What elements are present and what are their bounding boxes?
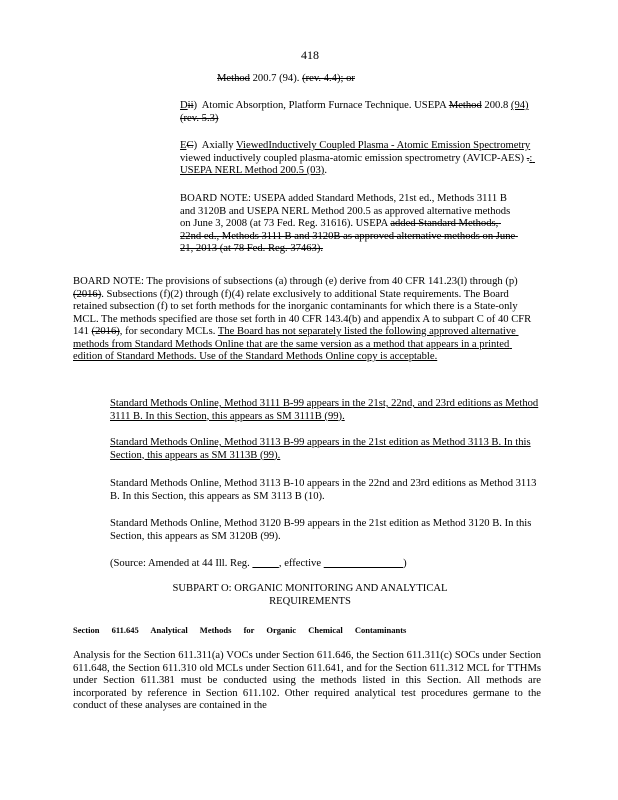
board-note-2-run: BOARD NOTE: The provisions of subsections (a) through (e) derive from 40 CFR 141.23(l) through (p)	[73, 276, 521, 287]
item-e-run: E	[180, 140, 187, 151]
subpart-heading-line2: REQUIREMENTS	[269, 596, 351, 607]
page-number: 418	[301, 48, 319, 62]
method-item-e	[180, 140, 540, 178]
item-e-run: ViewedInductively Coupled Plasma - Atomic Emission Spectrometry	[236, 140, 531, 151]
item-e-run: .	[324, 165, 327, 176]
source-run	[324, 558, 403, 569]
item-d-run: 200.8	[481, 100, 511, 111]
item-cont-run: Method	[217, 73, 250, 84]
board-note-2-run: (2016)	[91, 326, 120, 337]
item-cont-run: 200.7 (94).	[249, 73, 303, 84]
board-note-2-run: . Subsections (f)(2) through (f)(4) relate exclusively to additional State requirements. The Board retained subsection (f) to set forth methods for the inorganic contaminants for which there is a State-only MCL. The methods specified are those set forth in 40 CFR 143.4(b) and appendix A to subpart C of 40 CFR 141	[73, 288, 534, 337]
board-note-1-run: added Standard Methods, 22nd ed., Methods 3111 B and 3120B as approved alternative methods on June 21, 2013 (at 78 Fed. Reg. 37463).	[180, 218, 518, 254]
board-note-usepa	[180, 193, 520, 256]
item-d-run: (94)	[510, 100, 529, 111]
board-note-provisions	[73, 276, 541, 364]
board-note-1-run: BOARD NOTE: USEPA added Standard Methods, 21st ed., Methods 3111 B and 3120B and USEPA NERL Method 200.5 as approved alternative methods on June 3, 2008 (at 73 Fed. Reg. 31616). USEPA	[180, 193, 513, 229]
item-cont-run: (rev. 4.4); or	[302, 73, 355, 84]
item-d-run: ii	[187, 100, 194, 111]
sm-item-3120b: Standard Methods Online, Method 3120 B-99 appears in the 21st edition as Method 3120 B. In this Section, this appears as SM 3120B (99).	[110, 518, 532, 542]
sm-item-3113b-10: Standard Methods Online, Method 3113 B-10 appears in the 22nd and 23rd editions as Method 3113 B. In this Section, this appears as SM 3113 B (10).	[110, 478, 537, 502]
item-e-run: ) Axially	[193, 140, 237, 151]
sm-item-3113b-99: Standard Methods Online, Method 3113 B-99 appears in the 21st edition as Method 3113 B. In this Section, this appears as SM 3113B (99).	[110, 437, 531, 461]
subpart-heading-line1: SUBPART O: ORGANIC MONITORING AND ANALYTICAL	[172, 583, 448, 594]
item-e-run: viewed inductively coupled plasma-atomic emission spectrometry (AVICP-AES)	[180, 140, 533, 164]
board-note-2-run: (2016)	[73, 288, 102, 300]
method-continuation-line	[217, 73, 517, 86]
source-run: (Source: Amended at 44 Ill. Reg.	[110, 558, 253, 569]
item-d-run: D	[180, 100, 188, 111]
source-run: )	[403, 558, 407, 569]
board-note-2-run: , for secondary MCLs.	[119, 326, 218, 337]
board-note-2-run: The Board has not separately listed the following approved alternative methods from Standard Methods Online that are the same version as a method that appears in a printed edition of Standard Methods. Use of the Standard Methods Online copy is acceptable.	[73, 326, 519, 362]
item-d-run: Method	[448, 100, 482, 111]
item-d-run	[529, 100, 532, 111]
item-d-run: (rev. 5.3)	[180, 112, 219, 124]
body-paragraph: Analysis for the Section 611.311(a) VOCs under Section 611.646, the Section 611.311(c) SOCs under Section 611.648, the Section 611.310 old MCLs under Section 611.641, and for the Section 611.312 MCL for TTHMs under Section 611.381 must be conducted using the methods listed in this Section. All methods are incorporated by reference in Section 611.102. Other required analytical test procedures germane to the conduct of these analyses are contained in the	[73, 650, 541, 711]
sm-item-3111b: Standard Methods Online, Method 3111 B-99 appears in the 21st, 22nd, and 23rd editions as Method 3111 B. In this Section, this appears as SM 3111B (99).	[110, 398, 539, 422]
item-d-run: ) Atomic Absorption, Platform Furnace Technique. USEPA	[193, 100, 449, 111]
method-item-d	[180, 100, 540, 125]
item-e-run: : USEPA NERL Method 200.5 (03)	[180, 152, 535, 176]
source-run: , effective	[278, 558, 324, 569]
item-e-run: .	[526, 152, 530, 164]
section-heading: Section 611.645 Analytical Methods for Organic Chemical Contaminants	[73, 625, 407, 635]
item-e-run: C	[186, 140, 194, 151]
source-run	[252, 558, 278, 569]
source-note	[110, 558, 540, 571]
